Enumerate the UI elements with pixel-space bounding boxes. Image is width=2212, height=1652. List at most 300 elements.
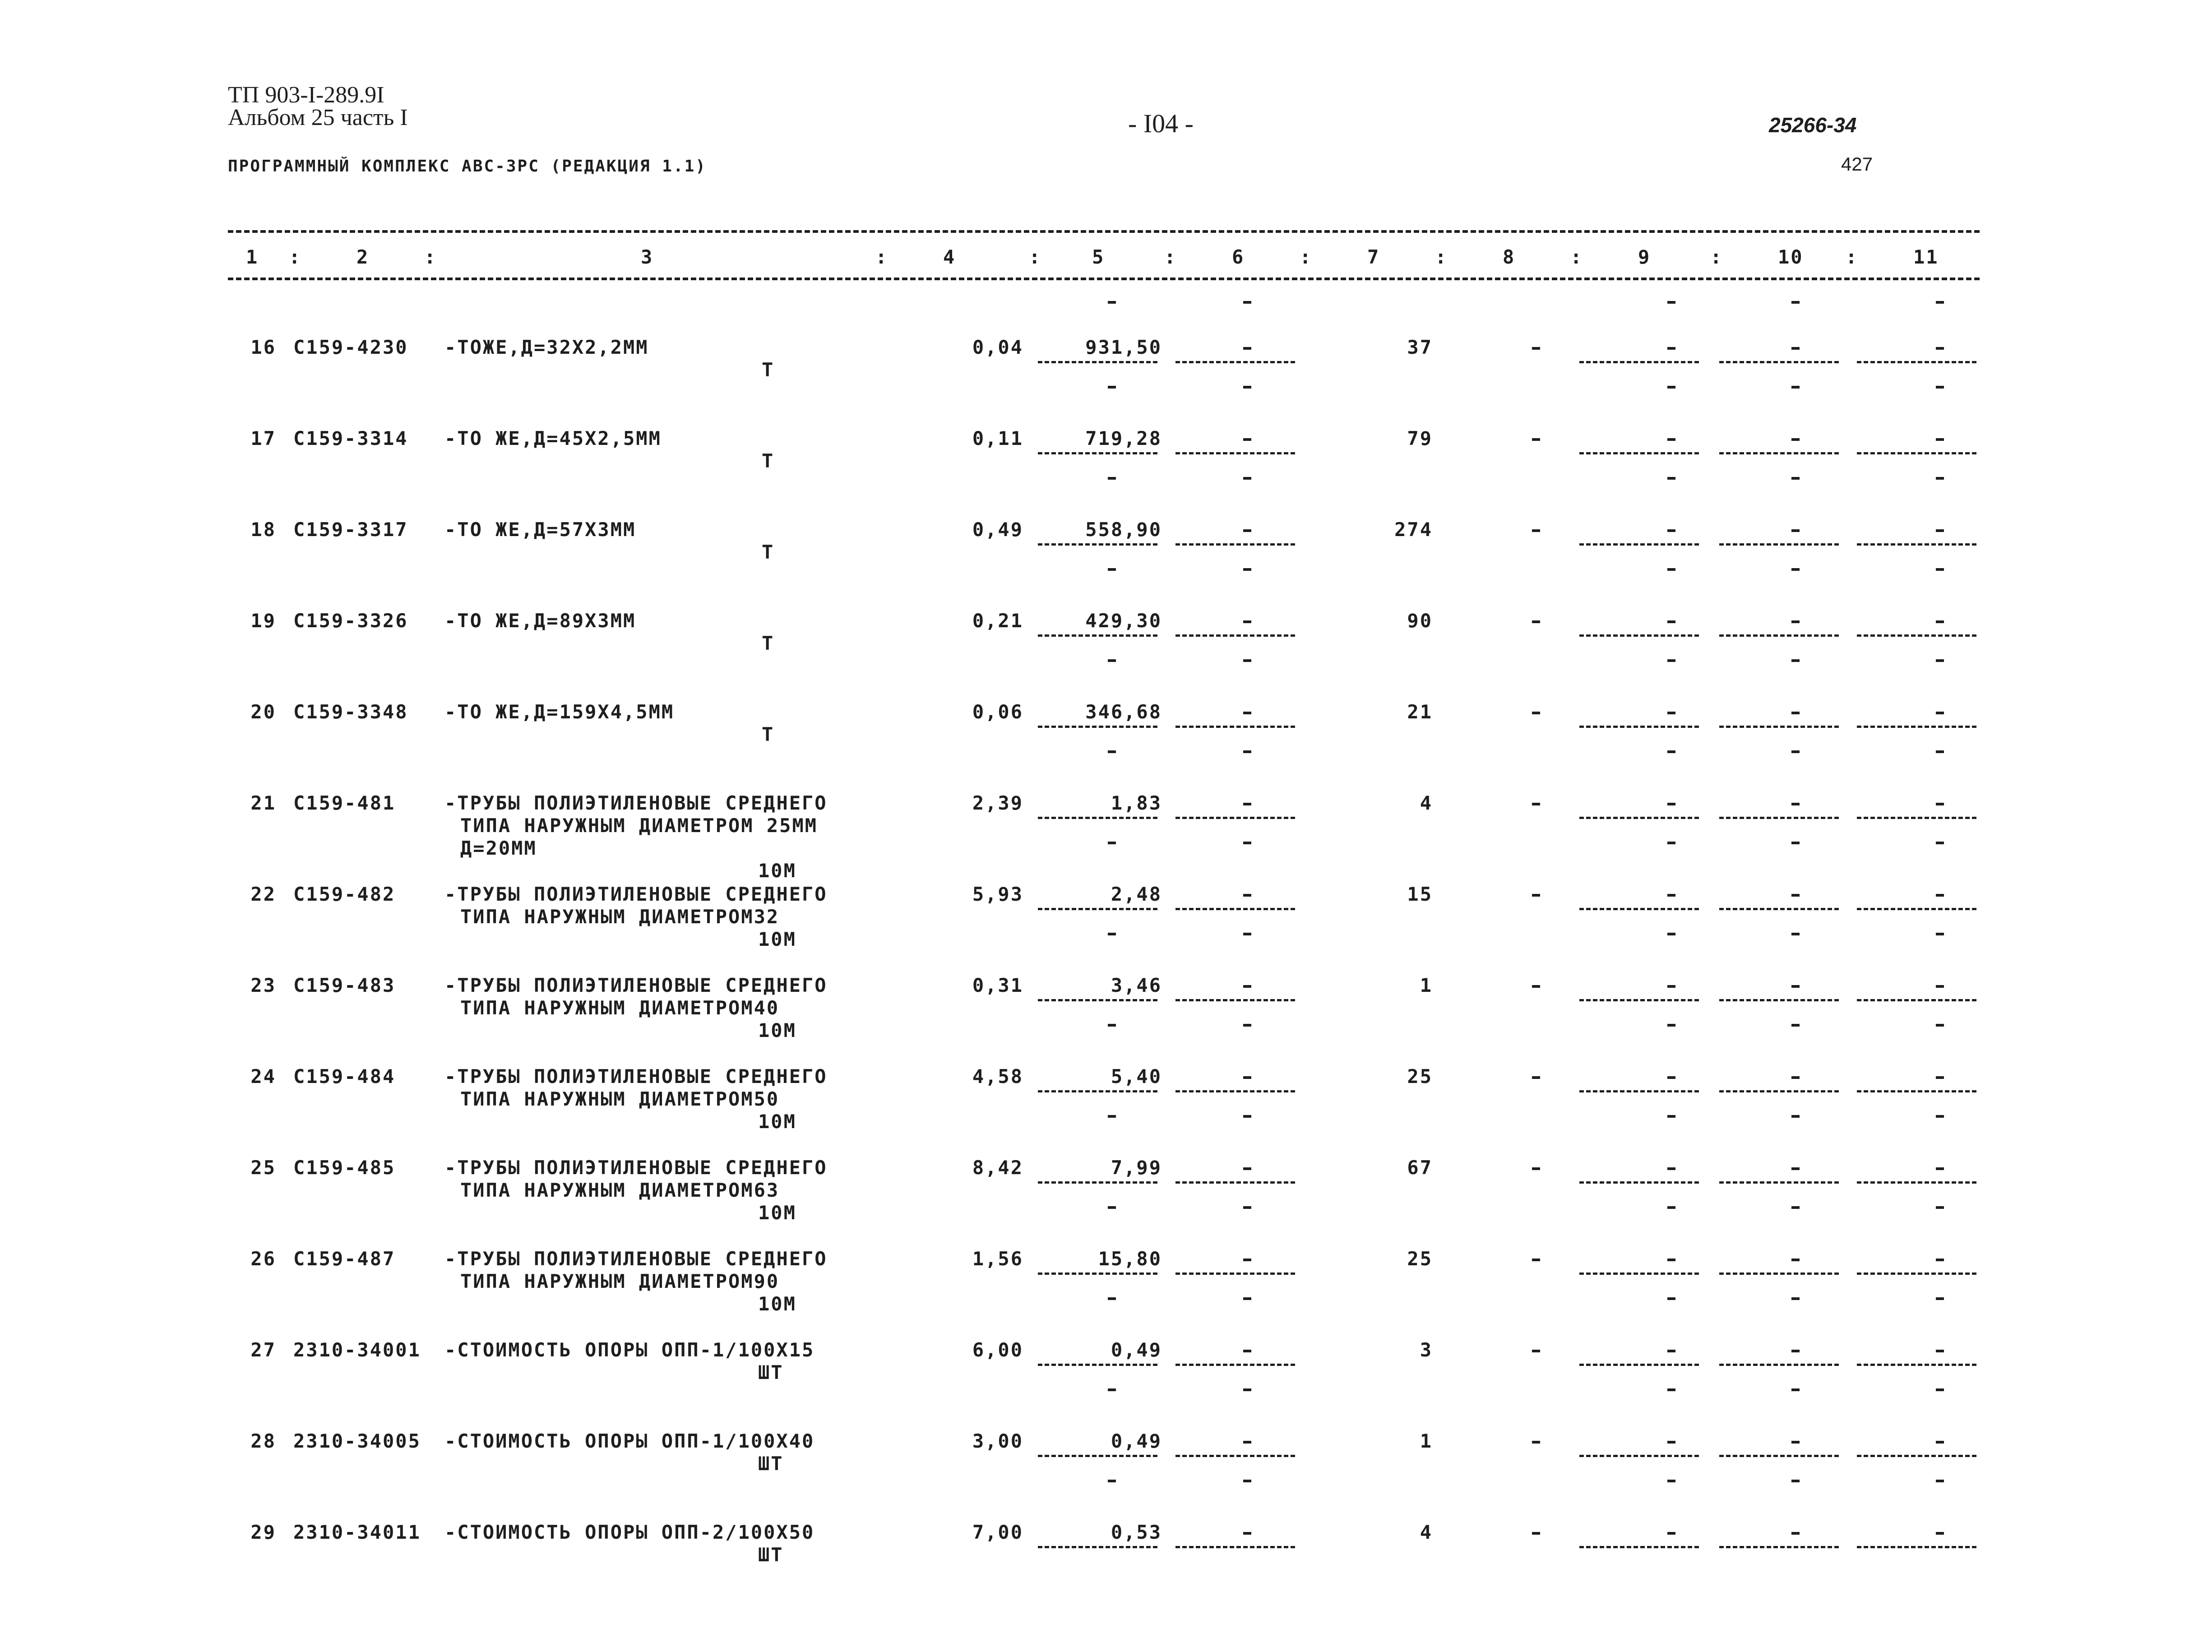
dash-mark (1532, 347, 1540, 350)
row-number: 24 (250, 1065, 276, 1087)
dash-mark (1532, 1076, 1540, 1079)
row-number: 16 (250, 336, 276, 358)
divider-segment (1175, 908, 1295, 910)
dash-mark (1243, 301, 1251, 304)
total-cost: 1 (1420, 1430, 1433, 1452)
unit-of-measure: ШТ (758, 1361, 784, 1384)
divider-segment (1579, 1090, 1699, 1092)
dash-mark (1936, 438, 1944, 441)
dash-mark (1936, 1441, 1944, 1444)
dash-mark (1243, 1297, 1251, 1300)
unit-of-measure: 10М (758, 1111, 796, 1133)
total-cost: 15 (1407, 883, 1433, 905)
album-label: Альбом 25 часть I (228, 105, 408, 130)
unit-of-measure: 10М (758, 860, 796, 882)
divider-segment (1719, 1546, 1839, 1548)
resource-code: С159-481 (293, 792, 396, 814)
dash-mark (1667, 1441, 1675, 1444)
dash-mark (1791, 985, 1800, 988)
resource-code: С159-4230 (293, 336, 408, 358)
column-number: 5 (1092, 246, 1105, 268)
dash-mark (1243, 1076, 1251, 1079)
unit-price: 15,80 (1098, 1248, 1162, 1270)
resource-description: -ТРУБЫ ПОЛИЭТИЛЕНОВЫЕ СРЕДНЕГО (444, 1065, 828, 1087)
quantity: 5,93 (972, 883, 1023, 905)
divider-segment (1175, 1546, 1295, 1548)
dash-mark (1667, 301, 1675, 304)
unit-price: 429,30 (1085, 610, 1162, 632)
total-cost: 1 (1420, 974, 1433, 996)
dash-mark (1936, 985, 1944, 988)
divider-segment (1175, 452, 1295, 454)
resource-description: ТИПА НАРУЖНЫМ ДИАМЕТРОМ50 (460, 1088, 780, 1110)
quantity: 0,11 (972, 427, 1023, 449)
resource-code: 2310-34005 (293, 1430, 421, 1452)
dash-mark (1667, 1388, 1675, 1391)
dash-mark (1667, 894, 1675, 897)
divider-segment (1719, 908, 1839, 910)
resource-description: -ТРУБЫ ПОЛИЭТИЛЕНОВЫЕ СРЕДНЕГО (444, 974, 828, 996)
quantity: 8,42 (972, 1157, 1023, 1179)
resource-code: С159-3314 (293, 427, 408, 449)
divider-segment (1719, 1364, 1839, 1366)
divider-segment (1719, 726, 1839, 728)
dash-mark (1243, 933, 1251, 935)
dash-mark (1667, 985, 1675, 988)
quantity: 0,31 (972, 974, 1023, 996)
divider-segment (1038, 1455, 1157, 1457)
dash-mark (1532, 894, 1540, 897)
dash-mark (1243, 1167, 1251, 1170)
dash-mark (1667, 750, 1675, 753)
quantity: 4,58 (972, 1065, 1023, 1087)
divider-segment (1719, 452, 1839, 454)
column-separator: : (424, 246, 437, 268)
divider-segment (1038, 908, 1157, 910)
dash-mark (1936, 750, 1944, 753)
divider-segment (1579, 1455, 1699, 1457)
divider-segment (1857, 1546, 1976, 1548)
dash-mark (1791, 894, 1800, 897)
dash-mark (1108, 1115, 1116, 1118)
divider-segment (1175, 361, 1295, 363)
total-cost: 21 (1407, 701, 1433, 723)
total-cost: 4 (1420, 1521, 1433, 1543)
dash-mark (1243, 1350, 1251, 1352)
divider-segment (1857, 452, 1976, 454)
quantity: 2,39 (972, 792, 1023, 814)
row-number: 27 (250, 1339, 276, 1361)
dash-mark (1243, 985, 1251, 988)
column-number: 7 (1367, 246, 1380, 268)
dash-mark (1791, 477, 1800, 480)
quantity: 0,21 (972, 610, 1023, 632)
column-number: 1 (246, 246, 259, 268)
divider-segment (1857, 1364, 1976, 1366)
dash-mark (1791, 438, 1800, 441)
divider-segment (1857, 361, 1976, 363)
dash-mark (1667, 1076, 1675, 1079)
unit-of-measure: 10М (758, 1202, 796, 1224)
quantity: 3,00 (972, 1430, 1023, 1452)
dash-mark (1667, 1206, 1675, 1209)
dash-mark (1936, 712, 1944, 714)
dash-mark (1791, 1024, 1800, 1027)
dash-mark (1667, 1024, 1675, 1027)
divider-segment (1175, 1455, 1295, 1457)
dash-mark (1667, 1297, 1675, 1300)
row-number: 17 (250, 427, 276, 449)
row-number: 21 (250, 792, 276, 814)
dash-mark (1243, 1441, 1251, 1444)
divider-segment (1857, 1090, 1976, 1092)
dash-mark (1243, 1259, 1251, 1261)
divider-segment (1038, 726, 1157, 728)
dash-mark (1791, 1167, 1800, 1170)
resource-description: -ТО ЖЕ,Д=57Х3ММ (444, 518, 636, 541)
resource-code: С159-3326 (293, 610, 408, 632)
dash-mark (1532, 1441, 1540, 1444)
dash-mark (1243, 750, 1251, 753)
divider-segment (1175, 1090, 1295, 1092)
dash-mark (1667, 1480, 1675, 1482)
header-bottom-rule (228, 278, 1980, 280)
column-separator: : (875, 246, 889, 268)
unit-of-measure: ШТ (758, 1544, 784, 1566)
dash-mark (1791, 1259, 1800, 1261)
column-number: 2 (356, 246, 370, 268)
dash-mark (1791, 347, 1800, 350)
resource-code: С159-484 (293, 1065, 396, 1087)
dash-mark (1532, 1259, 1540, 1261)
divider-segment (1857, 1455, 1976, 1457)
divider-segment (1719, 361, 1839, 363)
dash-mark (1791, 933, 1800, 935)
dash-mark (1791, 750, 1800, 753)
unit-of-measure: Т (762, 359, 775, 381)
dash-mark (1791, 1297, 1800, 1300)
resource-description: -ТРУБЫ ПОЛИЭТИЛЕНОВЫЕ СРЕДНЕГО (444, 883, 828, 905)
divider-segment (1038, 1090, 1157, 1092)
dash-mark (1936, 842, 1944, 844)
resource-code: С159-487 (293, 1248, 396, 1270)
unit-price: 0,49 (1111, 1339, 1162, 1361)
dash-mark (1936, 1259, 1944, 1261)
dash-mark (1667, 1167, 1675, 1170)
divider-segment (1175, 634, 1295, 637)
row-number: 26 (250, 1248, 276, 1270)
dash-mark (1532, 1532, 1540, 1535)
unit-of-measure: 10М (758, 1019, 796, 1041)
dash-mark (1667, 568, 1675, 571)
resource-description: -ТОЖЕ,Д=32Х2,2ММ (444, 336, 649, 358)
dash-mark (1108, 1297, 1116, 1300)
dash-mark (1243, 620, 1251, 623)
divider-segment (1579, 634, 1699, 637)
unit-price: 5,40 (1111, 1065, 1162, 1087)
divider-segment (1857, 634, 1976, 637)
unit-price: 931,50 (1085, 336, 1162, 358)
dash-mark (1243, 842, 1251, 844)
dash-mark (1667, 529, 1675, 532)
divider-segment (1719, 817, 1839, 819)
divider-segment (1175, 999, 1295, 1001)
total-cost: 274 (1394, 518, 1433, 541)
dash-mark (1791, 1076, 1800, 1079)
total-cost: 3 (1420, 1339, 1433, 1361)
dash-mark (1936, 894, 1944, 897)
dash-mark (1532, 1350, 1540, 1352)
unit-price: 0,49 (1111, 1430, 1162, 1452)
total-cost: 67 (1407, 1157, 1433, 1179)
unit-price: 0,53 (1111, 1521, 1162, 1543)
quantity: 6,00 (972, 1339, 1023, 1361)
dash-mark (1667, 477, 1675, 480)
dash-mark (1791, 659, 1800, 662)
dash-mark (1936, 1480, 1944, 1482)
dash-mark (1667, 386, 1675, 389)
dash-mark (1667, 1115, 1675, 1118)
dash-mark (1791, 1441, 1800, 1444)
dash-mark (1667, 803, 1675, 805)
dash-mark (1936, 1297, 1944, 1300)
quantity: 7,00 (972, 1521, 1023, 1543)
divider-segment (1038, 543, 1157, 546)
dash-mark (1936, 1115, 1944, 1118)
resource-description: -ТРУБЫ ПОЛИЭТИЛЕНОВЫЕ СРЕДНЕГО (444, 792, 828, 814)
dash-mark (1243, 1024, 1251, 1027)
resource-description: ТИПА НАРУЖНЫМ ДИАМЕТРОМ90 (460, 1270, 780, 1292)
unit-price: 346,68 (1085, 701, 1162, 723)
unit-of-measure: Т (762, 450, 775, 472)
dash-mark (1791, 803, 1800, 805)
quantity: 0,04 (972, 336, 1023, 358)
column-number: 8 (1503, 246, 1516, 268)
dash-mark (1791, 712, 1800, 714)
divider-segment (1579, 817, 1699, 819)
dash-mark (1108, 477, 1116, 480)
dash-mark (1243, 712, 1251, 714)
divider-segment (1857, 1273, 1976, 1275)
divider-segment (1719, 1181, 1839, 1184)
dash-mark (1243, 1115, 1251, 1118)
dash-mark (1791, 620, 1800, 623)
resource-description: ТИПА НАРУЖНЫМ ДИАМЕТРОМ 25ММ (460, 814, 818, 837)
dash-mark (1243, 659, 1251, 662)
dash-mark (1791, 842, 1800, 844)
dash-mark (1936, 1167, 1944, 1170)
resource-description: ТИПА НАРУЖНЫМ ДИАМЕТРОМ32 (460, 906, 780, 928)
dash-mark (1936, 1024, 1944, 1027)
dash-mark (1108, 750, 1116, 753)
row-number: 28 (250, 1430, 276, 1452)
divider-segment (1175, 1181, 1295, 1184)
divider-segment (1038, 1273, 1157, 1275)
dash-mark (1108, 568, 1116, 571)
document-code: ТП 903-I-289.9I (228, 82, 384, 108)
unit-price: 2,48 (1111, 883, 1162, 905)
divider-segment (1579, 726, 1699, 728)
dash-mark (1791, 1480, 1800, 1482)
divider-segment (1719, 1090, 1839, 1092)
column-separator: : (1570, 246, 1583, 268)
total-cost: 90 (1407, 610, 1433, 632)
dash-mark (1243, 568, 1251, 571)
divider-segment (1857, 999, 1976, 1001)
dash-mark (1936, 933, 1944, 935)
resource-code: 2310-34001 (293, 1339, 421, 1361)
divider-segment (1175, 1364, 1295, 1366)
resource-description: -ТО ЖЕ,Д=159Х4,5ММ (444, 701, 675, 723)
divider-segment (1857, 726, 1976, 728)
divider-segment (1038, 452, 1157, 454)
dash-mark (1108, 842, 1116, 844)
divider-segment (1175, 1273, 1295, 1275)
dash-mark (1243, 386, 1251, 389)
divider-segment (1038, 817, 1157, 819)
dash-mark (1243, 347, 1251, 350)
dash-mark (1108, 301, 1116, 304)
dash-mark (1532, 438, 1540, 441)
divider-segment (1038, 1364, 1157, 1366)
divider-segment (1175, 543, 1295, 546)
resource-code: С159-3348 (293, 701, 408, 723)
divider-segment (1579, 1546, 1699, 1548)
divider-segment (1719, 1273, 1839, 1275)
divider-segment (1579, 1181, 1699, 1184)
resource-description: -СТОИМОСТЬ ОПОРЫ ОПП-1/100Х40 (444, 1430, 815, 1452)
resource-description: -СТОИМОСТЬ ОПОРЫ ОПП-1/100Х15 (444, 1339, 815, 1361)
resource-code: С159-482 (293, 883, 396, 905)
dash-mark (1108, 1024, 1116, 1027)
unit-price: 558,90 (1085, 518, 1162, 541)
dash-mark (1243, 803, 1251, 805)
dash-mark (1108, 1206, 1116, 1209)
header-top-rule (228, 230, 1980, 233)
dash-mark (1108, 933, 1116, 935)
dash-mark (1667, 1259, 1675, 1261)
unit-of-measure: Т (762, 632, 775, 654)
column-separator: : (1846, 246, 1859, 268)
divider-segment (1038, 999, 1157, 1001)
dash-mark (1936, 1532, 1944, 1535)
resource-description: -ТО ЖЕ,Д=45Х2,5ММ (444, 427, 662, 449)
divider-segment (1719, 543, 1839, 546)
dash-mark (1791, 1206, 1800, 1209)
dash-mark (1243, 894, 1251, 897)
resource-description: -СТОИМОСТЬ ОПОРЫ ОПП-2/100Х50 (444, 1521, 815, 1543)
unit-price: 7,99 (1111, 1157, 1162, 1179)
dash-mark (1936, 1388, 1944, 1391)
column-number: 4 (943, 246, 956, 268)
column-separator: : (1710, 246, 1723, 268)
dash-mark (1532, 803, 1540, 805)
unit-of-measure: 10М (758, 1293, 796, 1315)
resource-code: 2310-34011 (293, 1521, 421, 1543)
dash-mark (1108, 386, 1116, 389)
dash-mark (1667, 712, 1675, 714)
dash-mark (1243, 477, 1251, 480)
column-separator: : (1435, 246, 1448, 268)
divider-segment (1579, 543, 1699, 546)
unit-price: 1,83 (1111, 792, 1162, 814)
program-title: ПРОГРАММНЫЙ КОМПЛЕКС АВС-ЗРС (РЕДАКЦИЯ 1.1) (228, 157, 707, 176)
divider-segment (1579, 361, 1699, 363)
sheet-number: 427 (1841, 153, 1873, 175)
dash-mark (1667, 1350, 1675, 1352)
dash-mark (1667, 933, 1675, 935)
unit-of-measure: Т (762, 723, 775, 745)
resource-description: Д=20ММ (460, 837, 537, 859)
page-number: - I04 - (1128, 109, 1194, 138)
divider-segment (1038, 361, 1157, 363)
row-number: 18 (250, 518, 276, 541)
column-separator: : (289, 246, 302, 268)
divider-segment (1038, 634, 1157, 637)
quantity: 1,56 (972, 1248, 1023, 1270)
column-number: 3 (641, 246, 654, 268)
total-cost: 37 (1407, 336, 1433, 358)
column-separator: : (1164, 246, 1177, 268)
divider-segment (1857, 908, 1976, 910)
dash-mark (1936, 1206, 1944, 1209)
dash-mark (1936, 301, 1944, 304)
divider-segment (1175, 726, 1295, 728)
dash-mark (1532, 529, 1540, 532)
dash-mark (1791, 1532, 1800, 1535)
divider-segment (1857, 543, 1976, 546)
unit-of-measure: 10М (758, 928, 796, 950)
divider-segment (1719, 634, 1839, 637)
dash-mark (1243, 1206, 1251, 1209)
divider-segment (1038, 1181, 1157, 1184)
dash-mark (1243, 529, 1251, 532)
divider-segment (1719, 999, 1839, 1001)
dash-mark (1936, 347, 1944, 350)
column-number: 11 (1913, 246, 1939, 268)
dash-mark (1936, 1076, 1944, 1079)
dash-mark (1667, 659, 1675, 662)
row-number: 23 (250, 974, 276, 996)
resource-code: С159-485 (293, 1157, 396, 1179)
dash-mark (1791, 1350, 1800, 1352)
dash-mark (1791, 386, 1800, 389)
dash-mark (1532, 620, 1540, 623)
row-number: 20 (250, 701, 276, 723)
resource-code: С159-3317 (293, 518, 408, 541)
column-separator: : (1029, 246, 1042, 268)
dash-mark (1108, 1480, 1116, 1482)
resource-description: ТИПА НАРУЖНЫМ ДИАМЕТРОМ40 (460, 997, 780, 1019)
dash-mark (1791, 529, 1800, 532)
row-number: 22 (250, 883, 276, 905)
unit-price: 3,46 (1111, 974, 1162, 996)
dash-mark (1108, 659, 1116, 662)
dash-mark (1243, 1388, 1251, 1391)
total-cost: 4 (1420, 792, 1433, 814)
dash-mark (1791, 301, 1800, 304)
dash-mark (1936, 803, 1944, 805)
dash-mark (1108, 1388, 1116, 1391)
dash-mark (1243, 438, 1251, 441)
total-cost: 25 (1407, 1065, 1433, 1087)
dash-mark (1791, 1388, 1800, 1391)
dash-mark (1936, 1350, 1944, 1352)
column-number: 6 (1232, 246, 1245, 268)
dash-mark (1532, 985, 1540, 988)
divider-segment (1579, 1273, 1699, 1275)
divider-segment (1579, 452, 1699, 454)
